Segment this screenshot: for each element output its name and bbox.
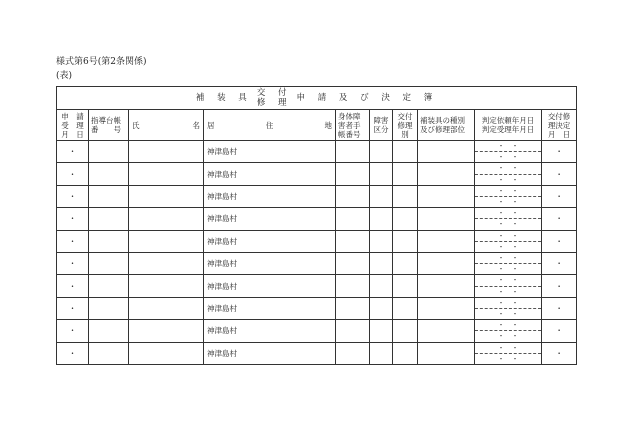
address-cell [204, 252, 336, 274]
application-date-cell [57, 230, 89, 252]
judgment-receipt-date: ・ ・ [497, 265, 519, 274]
form-number-caption: 様式第6号(第2条関係) [56, 57, 147, 67]
judgment-dates-cell [475, 208, 542, 230]
judgment-dates-cell [475, 275, 542, 297]
header-disability-certificate-number: 身体障 害者手 帳番号 [336, 110, 370, 141]
device-type-cell [418, 141, 475, 163]
name-cell [129, 141, 204, 163]
date-mark: ・ [68, 348, 77, 358]
table-row [57, 208, 577, 230]
issue-repair-cell [393, 252, 418, 274]
title-stack-top: 交 付 [256, 88, 292, 98]
certificate-number-cell [336, 342, 370, 364]
application-date-cell [57, 185, 89, 207]
table-row [57, 297, 577, 319]
header-judgment-dates: 判定依頼年月日 判定受理年月日 [475, 110, 542, 141]
address-cell [204, 185, 336, 207]
name-cell [129, 185, 204, 207]
date-mark: ・ [68, 259, 77, 269]
address-value: 神津島村 [207, 147, 237, 157]
application-date-cell [57, 252, 89, 274]
issue-repair-cell [393, 297, 418, 319]
header-application-date: 申 請 受 理 月 日 [57, 110, 89, 141]
issue-repair-cell [393, 230, 418, 252]
date-mark: ・ [555, 214, 564, 224]
certificate-number-cell [336, 320, 370, 342]
certificate-number-cell [336, 252, 370, 274]
address-cell [204, 297, 336, 319]
disability-category-cell [370, 185, 393, 207]
ledger-number-cell [89, 275, 129, 297]
device-type-cell [418, 208, 475, 230]
table-row [57, 252, 577, 274]
table-row [57, 141, 577, 163]
decision-date-cell [542, 320, 577, 342]
header-row [57, 110, 577, 141]
decision-date-cell [542, 252, 577, 274]
judgment-receipt-date: ・ ・ [497, 153, 519, 162]
application-register-table [56, 86, 577, 365]
address-cell [204, 320, 336, 342]
disability-category-cell [370, 230, 393, 252]
issue-repair-cell [393, 185, 418, 207]
date-mark: ・ [555, 259, 564, 269]
judgment-dates-cell [475, 141, 542, 163]
table-row [57, 320, 577, 342]
application-date-cell [57, 208, 89, 230]
date-mark: ・ [68, 281, 77, 291]
disability-category-cell [370, 320, 393, 342]
date-mark: ・ [68, 326, 77, 336]
ledger-number-cell [89, 320, 129, 342]
judgment-dates-cell [475, 320, 542, 342]
application-date-cell [57, 342, 89, 364]
decision-date-cell [542, 208, 577, 230]
device-type-cell [418, 342, 475, 364]
table-row [57, 230, 577, 252]
name-cell [129, 297, 204, 319]
name-cell [129, 208, 204, 230]
device-type-cell [418, 320, 475, 342]
judgment-request-date: ・ ・ [475, 298, 541, 309]
judgment-dates-cell [475, 185, 542, 207]
header-name: 氏 名 [129, 110, 204, 141]
disability-category-cell [370, 275, 393, 297]
ledger-number-cell [89, 208, 129, 230]
ledger-number-cell [89, 185, 129, 207]
disability-category-cell [370, 342, 393, 364]
issue-repair-cell [393, 275, 418, 297]
certificate-number-cell [336, 185, 370, 207]
name-cell [129, 230, 204, 252]
title-stack-bottom: 修 理 [256, 98, 292, 108]
date-mark: ・ [68, 147, 77, 157]
application-date-cell [57, 297, 89, 319]
judgment-dates-cell [475, 163, 542, 185]
address-cell [204, 163, 336, 185]
device-type-cell [418, 297, 475, 319]
judgment-receipt-date: ・ ・ [497, 287, 519, 296]
address-value: 神津島村 [207, 326, 237, 336]
address-value: 神津島村 [207, 281, 237, 291]
issue-repair-cell [393, 208, 418, 230]
decision-date-cell [542, 230, 577, 252]
judgment-request-date: ・ ・ [475, 320, 541, 331]
name-cell [129, 163, 204, 185]
header-disability-category: 障害 区分 [370, 110, 393, 141]
judgment-dates-cell [475, 297, 542, 319]
date-mark: ・ [68, 236, 77, 246]
disability-category-cell [370, 252, 393, 274]
device-type-cell [418, 275, 475, 297]
judgment-request-date: ・ ・ [475, 141, 541, 152]
disability-category-cell [370, 141, 393, 163]
address-value: 神津島村 [207, 169, 237, 179]
address-value: 神津島村 [207, 191, 237, 201]
date-mark: ・ [555, 348, 564, 358]
judgment-request-date: ・ ・ [475, 163, 541, 174]
table-title [57, 87, 577, 110]
title-stack [257, 88, 292, 108]
ledger-number-cell [89, 163, 129, 185]
ledger-number-cell [89, 141, 129, 163]
title-right: 申 請 及 び 決 定 簿 [296, 92, 438, 103]
header-device-type: 補装具の種別 及び修理部位 [418, 110, 475, 141]
judgment-request-date: ・ ・ [475, 208, 541, 219]
date-mark: ・ [555, 303, 564, 313]
application-date-cell [57, 320, 89, 342]
judgment-receipt-date: ・ ・ [497, 175, 519, 184]
ledger-number-cell [89, 252, 129, 274]
header-address: 居 住 地 [204, 110, 336, 141]
table-title-row [57, 87, 577, 110]
judgment-request-date: ・ ・ [475, 275, 541, 286]
certificate-number-cell [336, 297, 370, 319]
name-cell [129, 342, 204, 364]
address-value: 神津島村 [207, 303, 237, 313]
date-mark: ・ [68, 303, 77, 313]
judgment-receipt-date: ・ ・ [497, 310, 519, 319]
device-type-cell [418, 185, 475, 207]
table-row [57, 163, 577, 185]
disability-category-cell [370, 163, 393, 185]
judgment-dates-cell [475, 252, 542, 274]
date-mark: ・ [555, 236, 564, 246]
header-issue-or-repair: 交付 修理 別 [393, 110, 418, 141]
device-type-cell [418, 230, 475, 252]
date-mark: ・ [555, 147, 564, 157]
ledger-number-cell [89, 297, 129, 319]
judgment-request-date: ・ ・ [475, 231, 541, 242]
name-cell [129, 275, 204, 297]
ledger-number-cell [89, 230, 129, 252]
name-cell [129, 320, 204, 342]
application-date-cell [57, 275, 89, 297]
decision-date-cell [542, 185, 577, 207]
judgment-receipt-date: ・ ・ [497, 198, 519, 207]
judgment-receipt-date: ・ ・ [497, 242, 519, 251]
certificate-number-cell [336, 230, 370, 252]
judgment-receipt-date: ・ ・ [497, 332, 519, 341]
disability-category-cell [370, 297, 393, 319]
table-row [57, 275, 577, 297]
disability-category-cell [370, 208, 393, 230]
decision-date-cell [542, 141, 577, 163]
header-guidance-ledger-number: 指導台帳 番 号 [89, 110, 129, 141]
date-mark: ・ [555, 281, 564, 291]
issue-repair-cell [393, 163, 418, 185]
application-date-cell [57, 141, 89, 163]
device-type-cell [418, 163, 475, 185]
address-cell [204, 208, 336, 230]
header-decision-date: 交付修 理決定 月 日 [542, 110, 577, 141]
date-mark: ・ [555, 191, 564, 201]
judgment-receipt-date: ・ ・ [497, 220, 519, 229]
address-value: 神津島村 [207, 214, 237, 224]
address-value: 神津島村 [207, 348, 237, 358]
decision-date-cell [542, 297, 577, 319]
certificate-number-cell [336, 208, 370, 230]
certificate-number-cell [336, 141, 370, 163]
name-cell [129, 252, 204, 274]
judgment-receipt-date: ・ ・ [497, 354, 519, 363]
address-cell [204, 275, 336, 297]
certificate-number-cell [336, 163, 370, 185]
table-row [57, 185, 577, 207]
decision-date-cell [542, 342, 577, 364]
judgment-dates-cell [475, 342, 542, 364]
judgment-request-date: ・ ・ [475, 186, 541, 197]
application-date-cell [57, 163, 89, 185]
address-cell [204, 342, 336, 364]
form-side-label: (表) [56, 71, 73, 81]
issue-repair-cell [393, 141, 418, 163]
address-cell [204, 141, 336, 163]
decision-date-cell [542, 275, 577, 297]
address-value: 神津島村 [207, 259, 237, 269]
issue-repair-cell [393, 320, 418, 342]
judgment-request-date: ・ ・ [475, 343, 541, 354]
title-left: 補 装 具 [195, 92, 252, 103]
ledger-number-cell [89, 342, 129, 364]
address-cell [204, 230, 336, 252]
date-mark: ・ [68, 191, 77, 201]
issue-repair-cell [393, 342, 418, 364]
date-mark: ・ [555, 326, 564, 336]
address-value: 神津島村 [207, 236, 237, 246]
decision-date-cell [542, 163, 577, 185]
date-mark: ・ [68, 169, 77, 179]
certificate-number-cell [336, 275, 370, 297]
judgment-dates-cell [475, 230, 542, 252]
table-row [57, 342, 577, 364]
device-type-cell [418, 252, 475, 274]
judgment-request-date: ・ ・ [475, 253, 541, 264]
date-mark: ・ [68, 214, 77, 224]
date-mark: ・ [555, 169, 564, 179]
